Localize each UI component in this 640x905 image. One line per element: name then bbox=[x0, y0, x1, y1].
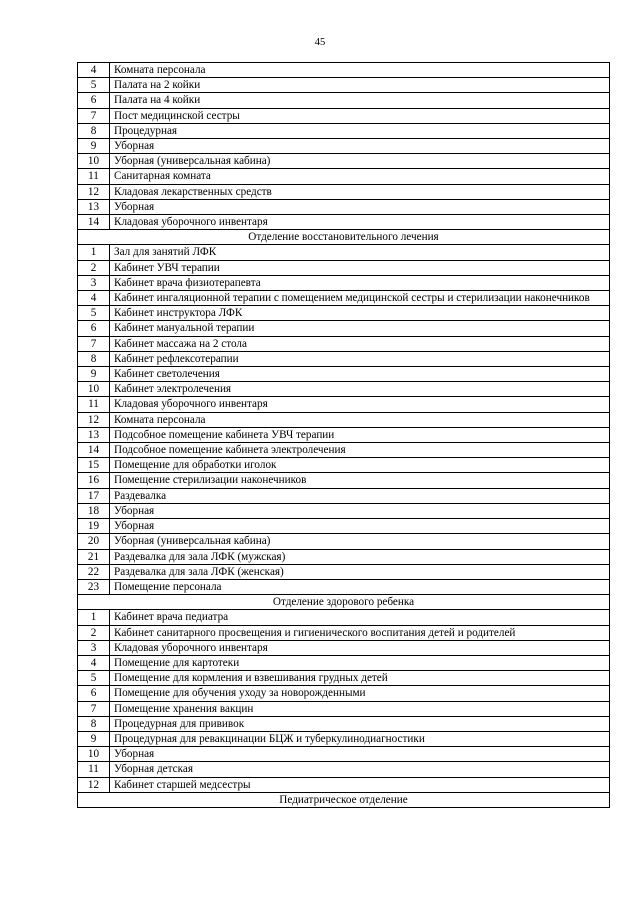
room-name: Уборная (универсальная кабина) bbox=[110, 154, 610, 169]
table-row bbox=[78, 625, 610, 640]
room-name: Процедурная для ревакцинации БЦЖ и туберкулинодиагностики bbox=[110, 731, 610, 746]
room-name: Кабинет ингаляционной терапии с помещением медицинской сестры и стерилизации наконечников bbox=[110, 291, 610, 306]
row-number: 11 bbox=[78, 397, 110, 412]
room-name: Подсобное помещение кабинета электролечения bbox=[110, 443, 610, 458]
row-number: 9 bbox=[78, 367, 110, 382]
room-name: Кабинет врача физиотерапевта bbox=[110, 275, 610, 290]
table-row bbox=[78, 63, 610, 78]
table-row bbox=[78, 777, 610, 792]
row-number: 11 bbox=[78, 762, 110, 777]
table-row bbox=[78, 473, 610, 488]
table-row bbox=[78, 427, 610, 442]
row-number: 13 bbox=[78, 427, 110, 442]
row-number: 12 bbox=[78, 777, 110, 792]
row-number: 4 bbox=[78, 63, 110, 78]
row-number: 3 bbox=[78, 640, 110, 655]
table-row bbox=[78, 671, 610, 686]
room-name: Процедурная bbox=[110, 123, 610, 138]
row-number: 18 bbox=[78, 503, 110, 518]
row-number: 14 bbox=[78, 443, 110, 458]
row-number: 9 bbox=[78, 731, 110, 746]
table-row bbox=[78, 534, 610, 549]
row-number: 21 bbox=[78, 549, 110, 564]
room-name: Зал для занятий ЛФК bbox=[110, 245, 610, 260]
section-title: Педиатрическое отделение bbox=[78, 792, 610, 807]
row-number: 6 bbox=[78, 686, 110, 701]
room-name: Палата на 2 койки bbox=[110, 78, 610, 93]
table-row bbox=[78, 275, 610, 290]
room-name: Помещение стерилизации наконечников bbox=[110, 473, 610, 488]
table-row bbox=[78, 184, 610, 199]
row-number: 15 bbox=[78, 458, 110, 473]
row-number: 6 bbox=[78, 321, 110, 336]
row-number: 3 bbox=[78, 275, 110, 290]
rooms-table-body bbox=[78, 63, 610, 808]
table-row bbox=[78, 640, 610, 655]
table-row bbox=[78, 549, 610, 564]
row-number: 10 bbox=[78, 154, 110, 169]
table-row bbox=[78, 412, 610, 427]
row-number: 12 bbox=[78, 412, 110, 427]
row-number: 10 bbox=[78, 382, 110, 397]
room-name: Кладовая лекарственных средств bbox=[110, 184, 610, 199]
table-row bbox=[78, 291, 610, 306]
row-number: 7 bbox=[78, 336, 110, 351]
room-name: Уборная bbox=[110, 503, 610, 518]
table-row bbox=[78, 78, 610, 93]
table-row bbox=[78, 716, 610, 731]
row-number: 20 bbox=[78, 534, 110, 549]
room-name: Помещение для обучения уходу за новорожденными bbox=[110, 686, 610, 701]
row-number: 22 bbox=[78, 564, 110, 579]
room-name: Кладовая уборочного инвентаря bbox=[110, 640, 610, 655]
row-number: 7 bbox=[78, 108, 110, 123]
room-name: Комната персонала bbox=[110, 412, 610, 427]
row-number: 5 bbox=[78, 78, 110, 93]
table-row bbox=[78, 519, 610, 534]
room-name: Процедурная для прививок bbox=[110, 716, 610, 731]
row-number: 7 bbox=[78, 701, 110, 716]
row-number: 23 bbox=[78, 579, 110, 594]
table-row bbox=[78, 93, 610, 108]
section-header-row bbox=[78, 595, 610, 610]
table-row bbox=[78, 443, 610, 458]
room-name: Помещение хранения вакцин bbox=[110, 701, 610, 716]
row-number: 2 bbox=[78, 625, 110, 640]
table-row bbox=[78, 610, 610, 625]
table-row bbox=[78, 701, 610, 716]
room-name: Уборная bbox=[110, 139, 610, 154]
table-row bbox=[78, 488, 610, 503]
room-name: Кабинет массажа на 2 стола bbox=[110, 336, 610, 351]
room-name: Кладовая уборочного инвентаря bbox=[110, 397, 610, 412]
table-row bbox=[78, 458, 610, 473]
room-name: Уборная bbox=[110, 199, 610, 214]
row-number: 8 bbox=[78, 351, 110, 366]
room-name: Кабинет УВЧ терапии bbox=[110, 260, 610, 275]
row-number: 5 bbox=[78, 306, 110, 321]
row-number: 12 bbox=[78, 184, 110, 199]
row-number: 1 bbox=[78, 610, 110, 625]
table-row bbox=[78, 351, 610, 366]
room-name: Подсобное помещение кабинета УВЧ терапии bbox=[110, 427, 610, 442]
room-name: Уборная bbox=[110, 747, 610, 762]
table-row bbox=[78, 108, 610, 123]
table-row bbox=[78, 154, 610, 169]
room-name: Помещение для кормления и взвешивания грудных детей bbox=[110, 671, 610, 686]
room-name: Помещение для картотеки bbox=[110, 655, 610, 670]
table-row bbox=[78, 245, 610, 260]
row-number: 5 bbox=[78, 671, 110, 686]
table-row bbox=[78, 747, 610, 762]
table-row bbox=[78, 260, 610, 275]
page-number: 45 bbox=[314, 37, 326, 48]
room-name: Кабинет старшей медсестры bbox=[110, 777, 610, 792]
room-name: Помещение персонала bbox=[110, 579, 610, 594]
room-name: Помещение для обработки иголок bbox=[110, 458, 610, 473]
room-name: Раздевалка bbox=[110, 488, 610, 503]
section-title: Отделение здорового ребенка bbox=[78, 595, 610, 610]
room-name: Кабинет светолечения bbox=[110, 367, 610, 382]
room-name: Уборная (универсальная кабина) bbox=[110, 534, 610, 549]
room-name: Комната персонала bbox=[110, 63, 610, 78]
table-row bbox=[78, 686, 610, 701]
row-number: 17 bbox=[78, 488, 110, 503]
row-number: 16 bbox=[78, 473, 110, 488]
row-number: 8 bbox=[78, 716, 110, 731]
table-row bbox=[78, 139, 610, 154]
table-row bbox=[78, 762, 610, 777]
table-row bbox=[78, 382, 610, 397]
table-row bbox=[78, 306, 610, 321]
row-number: 1 bbox=[78, 245, 110, 260]
table-row bbox=[78, 336, 610, 351]
row-number: 4 bbox=[78, 655, 110, 670]
room-name: Кабинет электролечения bbox=[110, 382, 610, 397]
table-row bbox=[78, 367, 610, 382]
table-row bbox=[78, 579, 610, 594]
table-row bbox=[78, 199, 610, 214]
row-number: 9 bbox=[78, 139, 110, 154]
row-number: 14 bbox=[78, 215, 110, 230]
room-name: Уборная детская bbox=[110, 762, 610, 777]
row-number: 2 bbox=[78, 260, 110, 275]
room-name: Уборная bbox=[110, 519, 610, 534]
room-name: Кладовая уборочного инвентаря bbox=[110, 215, 610, 230]
table-row bbox=[78, 215, 610, 230]
table-row bbox=[78, 564, 610, 579]
row-number: 4 bbox=[78, 291, 110, 306]
row-number: 11 bbox=[78, 169, 110, 184]
table-row bbox=[78, 321, 610, 336]
table-row bbox=[78, 123, 610, 138]
section-title: Отделение восстановительного лечения bbox=[78, 230, 610, 245]
room-name: Раздевалка для зала ЛФК (женская) bbox=[110, 564, 610, 579]
section-header-row bbox=[78, 792, 610, 807]
room-name: Кабинет мануальной терапии bbox=[110, 321, 610, 336]
row-number: 19 bbox=[78, 519, 110, 534]
table-row bbox=[78, 397, 610, 412]
row-number: 6 bbox=[78, 93, 110, 108]
room-name: Кабинет инструктора ЛФК bbox=[110, 306, 610, 321]
section-header-row bbox=[78, 230, 610, 245]
table-row bbox=[78, 169, 610, 184]
room-name: Пост медицинской сестры bbox=[110, 108, 610, 123]
table-row bbox=[78, 731, 610, 746]
table-row bbox=[78, 655, 610, 670]
room-name: Кабинет рефлексотерапии bbox=[110, 351, 610, 366]
row-number: 10 bbox=[78, 747, 110, 762]
room-name: Раздевалка для зала ЛФК (мужская) bbox=[110, 549, 610, 564]
room-name: Палата на 4 койки bbox=[110, 93, 610, 108]
room-name: Кабинет санитарного просвещения и гигиенического воспитания детей и родителей bbox=[110, 625, 610, 640]
rooms-table bbox=[77, 62, 610, 808]
row-number: 13 bbox=[78, 199, 110, 214]
row-number: 8 bbox=[78, 123, 110, 138]
room-name: Кабинет врача педиатра bbox=[110, 610, 610, 625]
room-name: Санитарная комната bbox=[110, 169, 610, 184]
table-row bbox=[78, 503, 610, 518]
